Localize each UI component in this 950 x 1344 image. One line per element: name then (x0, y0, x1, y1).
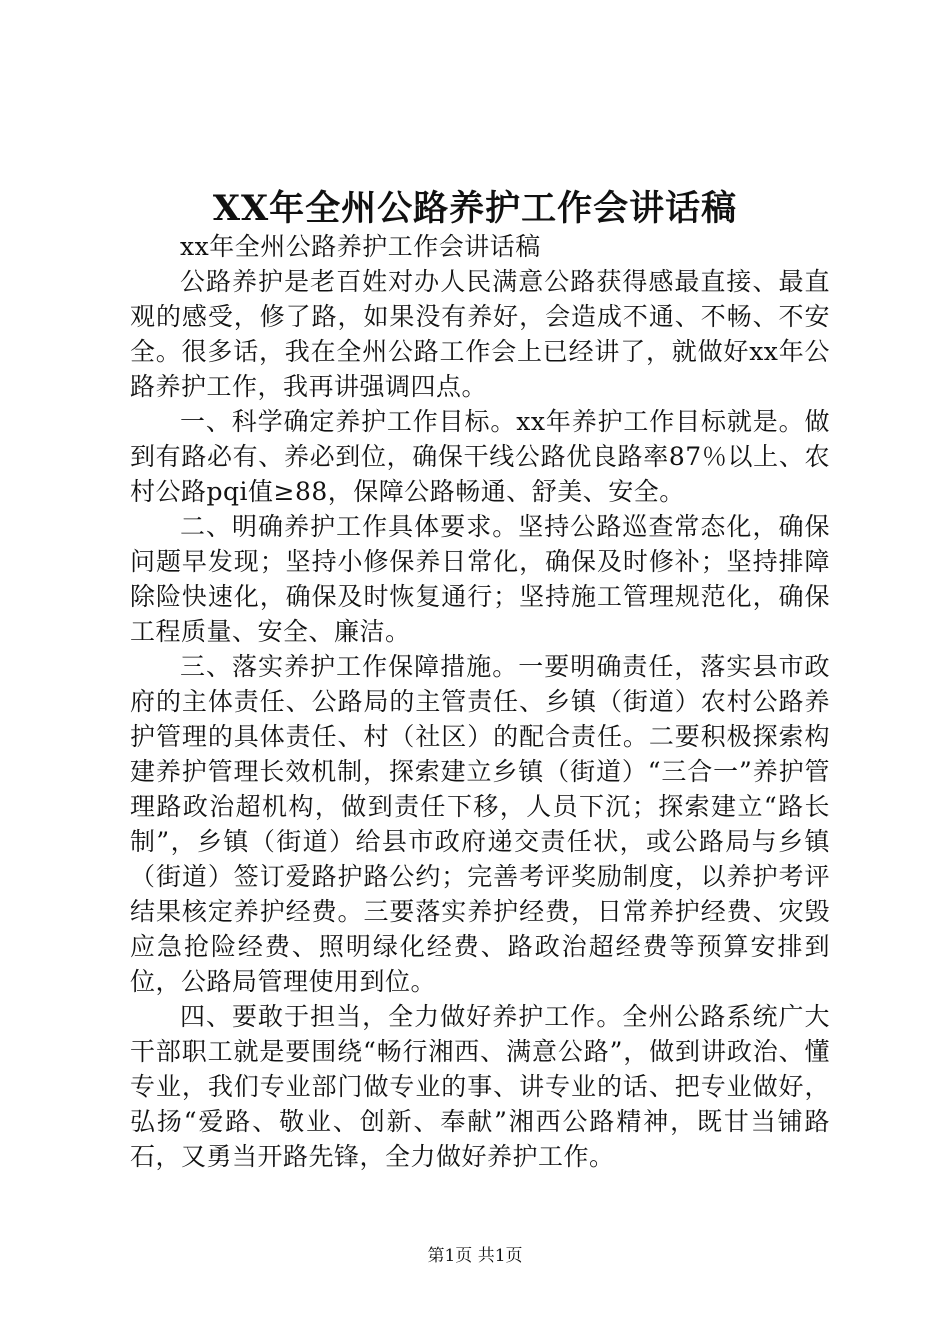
paragraph-intro: 公路养护是老百姓对办人民满意公路获得感最直接、最直观的感受，修了路，如果没有养好，会造成不通、不畅、不安全。很多话，我在全州公路工作会上已经讲了，就做好xx年公路养护工作，我再讲强调四点。 (130, 267, 830, 401)
paragraph-point-1: 一、科学确定养护工作目标。xx年养护工作目标就是。做到有路必有、养必到位，确保干线公路优良路率87％以上、农村公路pqi值≥88，保障公路畅通、舒美、安全。 (130, 407, 830, 506)
document-title: XX年全州公路养护工作会讲话稿 (212, 188, 738, 229)
page-footer: 第1页 共1页 (427, 1246, 523, 1266)
paragraph-point-2: 二、明确养护工作具体要求。坚持公路巡查常态化，确保问题早发现；坚持小修保养日常化，确保及时修补；坚持排障除险快速化，确保及时恢复通行；坚持施工管理规范化，确保工程质量、安全、廉洁。 (130, 512, 830, 646)
paragraph-point-4: 四、要敢于担当，全力做好养护工作。全州公路系统广大干部职工就是要围绕“畅行湘西、满意公路”，做到讲政治、懂专业，我们专业部门做专业的事、讲专业的话、把专业做好，弘扬“爱路、敬业、创新、奉献”湘西公路精神，既甘当铺路石，又勇当开路先锋，全力做好养护工作。 (130, 1002, 830, 1171)
paragraph-point-3: 三、落实养护工作保障措施。一要明确责任，落实县市政府的主体责任、公路局的主管责任、乡镇（街道）农村公路养护管理的具体责任、村（社区）的配合责任。二要积极探索构建养护管理长效机制，探索建立乡镇（街道）“三合一”养护管理路政治超机构，做到责任下移，人员下沉；探索建立“路长制”，乡镇（街道）给县市政府递交责任状，或公路局与乡镇（街道）签订爱路护路公约；完善考评奖励制度，以养护考评结果核定养护经费。三要落实养护经费，日常养护经费、灾毁应急抢险经费、照明绿化经费、路政治超经费等预算安排到位，公路局管理使用到位。 (130, 652, 830, 996)
document-body (130, 229, 830, 1174)
paragraph-subtitle: xx年全州公路养护工作会讲话稿 (180, 232, 541, 261)
